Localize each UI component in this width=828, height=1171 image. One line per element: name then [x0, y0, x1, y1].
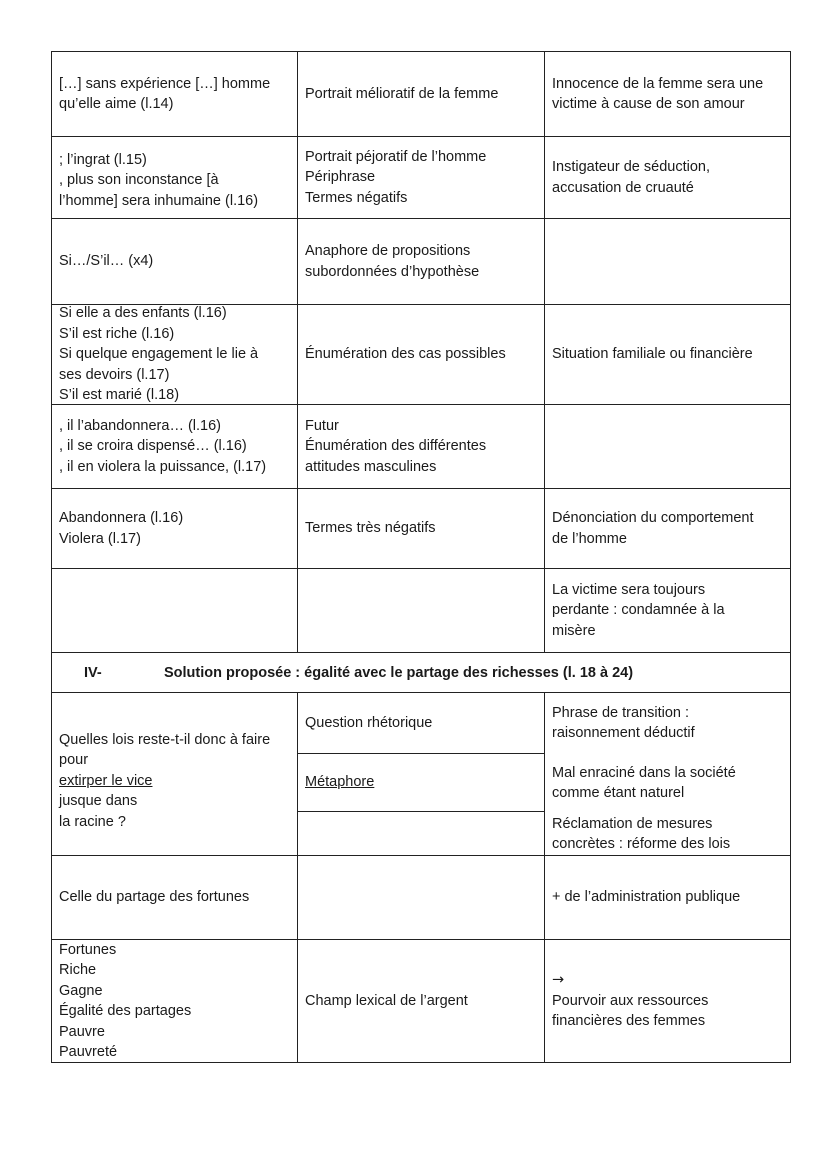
technique-cell: [298, 219, 545, 304]
quote-cell: [52, 489, 298, 568]
quote-line: Violera (l.17): [59, 530, 141, 547]
quote-line: Fortunes: [59, 941, 117, 958]
interpretation-line: Instigateur de séduction,: [552, 159, 710, 175]
quote-line: Si…/S’il… (x4): [59, 253, 154, 270]
quote-line: la racine ?: [59, 813, 126, 830]
technique-line: Futur: [305, 417, 339, 434]
interpretation-line: Innocence de la femme sera une: [552, 75, 764, 92]
quote-cell: [52, 405, 298, 488]
quote-line: Riche: [59, 962, 97, 978]
interpretation-line: victime à cause de son amour: [552, 96, 745, 112]
table-row: [52, 218, 790, 304]
interpretation-line: Mal enraciné dans la société: [552, 764, 736, 781]
technique-subcell: [298, 753, 544, 811]
section-number: IV-: [84, 664, 102, 681]
interpretation-cell: [545, 137, 790, 218]
technique-line: Métaphore: [305, 774, 375, 791]
interpretation-line: accusation de cruauté: [552, 179, 694, 196]
quote-line: S’il est marié (l.18): [59, 387, 180, 404]
quote-line: , il l’abandonnera… (l.16): [59, 417, 222, 434]
interpretation-text: Pourvoir aux ressources: [552, 992, 709, 1009]
interpretation-cell: [545, 856, 790, 939]
quote-line: Si elle a des enfants (l.16): [59, 305, 227, 322]
quote-line: Pauvreté: [59, 1044, 118, 1060]
analysis-table: [51, 51, 791, 1063]
interpretation-cell: [545, 569, 790, 652]
table-row: [52, 568, 790, 652]
quote-cell: [52, 52, 298, 136]
interpretation-cell: [545, 305, 790, 404]
quote-cell: [52, 856, 298, 939]
interpretation-cell: [545, 940, 790, 1062]
technique-cell: [298, 856, 545, 939]
quote-line: Si quelque engagement le lie à: [59, 346, 259, 363]
technique-line: Portrait péjoratif de l’homme: [305, 148, 487, 165]
interpretation-line: financières des femmes: [552, 1013, 706, 1030]
technique-line: Termes très négatifs: [305, 520, 436, 537]
interpretation-block: [545, 753, 790, 813]
interpretation-line: comme étant naturel: [552, 785, 685, 801]
table-row: [52, 692, 790, 855]
interpretation-line: Réclamation de mesures: [552, 815, 713, 832]
quote-line: Égalité des partages: [59, 1003, 192, 1019]
quote-text: jusque dans: [59, 793, 138, 810]
table-row: [52, 855, 790, 939]
interpretation-cell: [545, 219, 790, 304]
quote-line: Quelles lois reste-t-il donc à faire: [59, 731, 271, 748]
technique-subcell: [298, 693, 544, 753]
technique-cell: [298, 569, 545, 652]
table-row: [52, 136, 790, 218]
technique-line: subordonnées d’hypothèse: [305, 263, 480, 280]
interpretation-line: perdante : condamnée à la: [552, 602, 725, 619]
quote-line: Pauvre: [59, 1023, 105, 1040]
quote-cell: [52, 693, 298, 855]
technique-subcell: [298, 811, 544, 855]
technique-line: Énumération des cas possibles: [305, 346, 506, 363]
quote-line: Celle du partage des fortunes: [59, 889, 250, 906]
underlined-phrase: extirper le vice: [59, 772, 153, 789]
interpretation-block: [545, 813, 790, 855]
interpretation-line: Dénonciation du comportement: [552, 510, 754, 526]
quote-cell: [52, 305, 298, 404]
interpretation-line: de l’homme: [552, 530, 627, 547]
table-row: [52, 52, 790, 136]
interpretation-cell: [545, 693, 790, 855]
quote-cell: [52, 569, 298, 652]
quote-cell: [52, 137, 298, 218]
technique-line: Périphrase: [305, 169, 376, 186]
technique-line: Question rhétorique: [305, 714, 433, 731]
technique-cell: [298, 693, 545, 855]
interpretation-line: + de l’administration publique: [552, 889, 741, 906]
section-heading: [52, 652, 790, 692]
technique-line: Portrait mélioratif de la femme: [305, 85, 499, 102]
quote-line: […] sans expérience […] homme: [59, 75, 271, 92]
technique-cell: [298, 137, 545, 218]
interpretation-cell: [545, 405, 790, 488]
interpretation-cell: [545, 489, 790, 568]
technique-line: Anaphore de propositions: [305, 243, 471, 259]
table-row: [52, 304, 790, 404]
quote-line: Abandonnera (l.16): [59, 510, 184, 526]
quote-line: , il se croira dispensé… (l.16): [59, 438, 247, 455]
interpretation-line: La victime sera toujours: [552, 581, 706, 598]
technique-cell: [298, 489, 545, 568]
quote-line: S’il est riche (l.16): [59, 325, 175, 342]
interpretation-line: concrètes : réforme des lois: [552, 836, 731, 852]
quote-line: , plus son inconstance [à: [59, 172, 219, 189]
quote-line: qu’elle aime (l.14): [59, 96, 174, 112]
quote-line: Gagne: [59, 982, 103, 999]
interpretation-line: [552, 970, 708, 1011]
quote-line: [59, 750, 270, 812]
quote-line: ses devoirs (l.17): [59, 366, 170, 383]
table-row: [52, 404, 790, 488]
interpretation-line: misère: [552, 622, 596, 639]
interpretation-line: Phrase de transition :: [552, 704, 690, 721]
quote-line: ; l’ingrat (l.15): [59, 151, 147, 168]
technique-cell: [298, 405, 545, 488]
arrow-right-icon: →: [552, 972, 565, 989]
table-row: [52, 939, 790, 1062]
technique-line: attitudes masculines: [305, 458, 437, 475]
section-title: Solution proposée : égalité avec le partage des richesses (l. 18 à 24): [164, 664, 634, 681]
table-row: [52, 488, 790, 568]
technique-line: Termes négatifs: [305, 189, 408, 206]
quote-line: l’homme] sera inhumaine (l.16): [59, 192, 259, 209]
technique-cell: [298, 52, 545, 136]
quote-cell: [52, 219, 298, 304]
quote-text: pour: [59, 752, 89, 769]
technique-cell: [298, 305, 545, 404]
technique-line: Champ lexical de l’argent: [305, 992, 468, 1009]
interpretation-line: raisonnement déductif: [552, 725, 695, 741]
interpretation-block: [545, 693, 790, 753]
quote-cell: [52, 940, 298, 1062]
technique-line: Énumération des différentes: [305, 438, 487, 455]
quote-line: , il en violera la puissance, (l.17): [59, 458, 267, 475]
interpretation-cell: [545, 52, 790, 136]
technique-cell: [298, 940, 545, 1062]
interpretation-line: Situation familiale ou financière: [552, 346, 753, 363]
